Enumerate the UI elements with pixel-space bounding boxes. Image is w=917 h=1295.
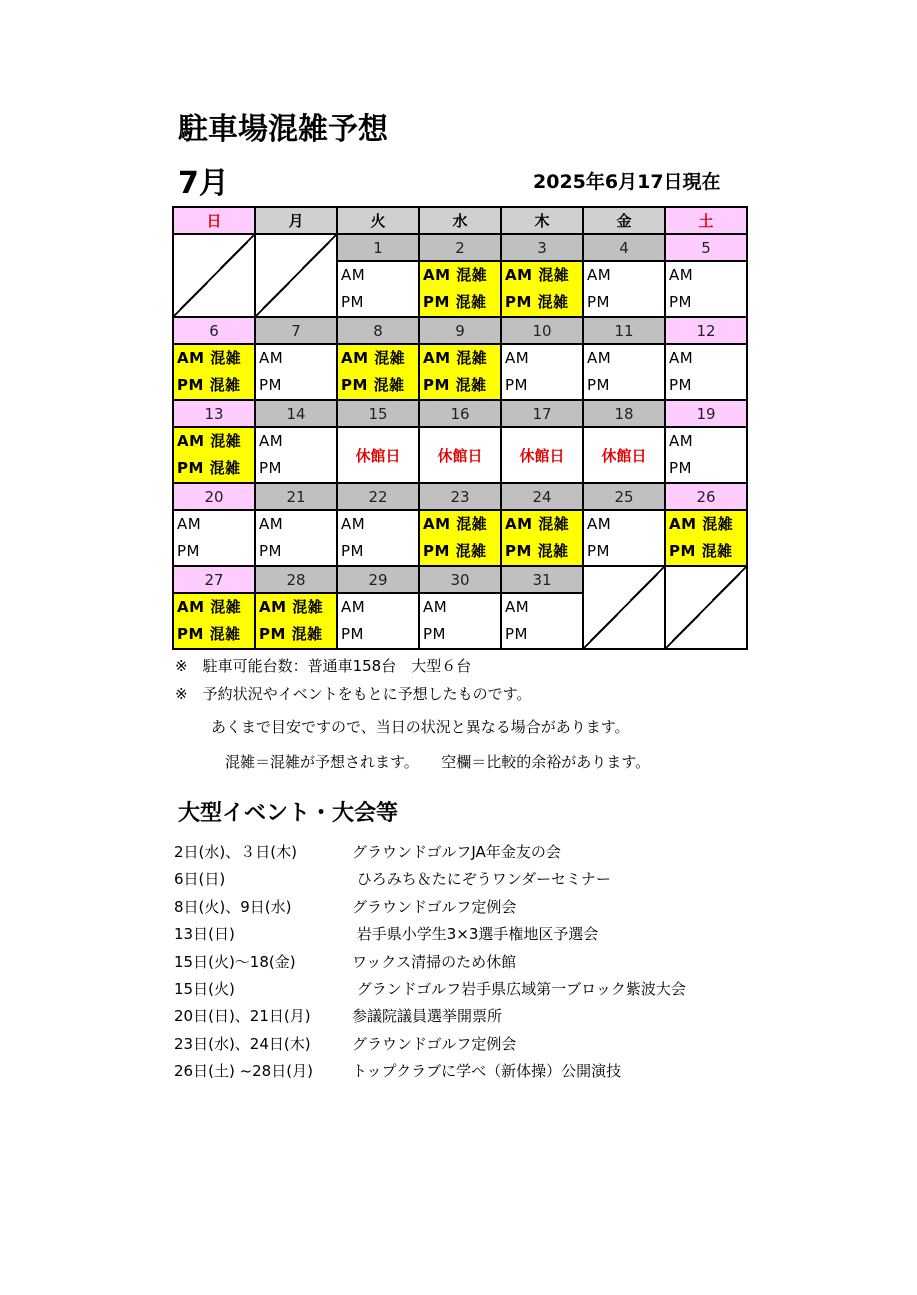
parking-calendar — [172, 206, 748, 650]
event-name: グラウンドゴルフ定例会 — [352, 897, 517, 916]
pm-status: PM — [423, 625, 446, 643]
event-item — [174, 1060, 621, 1081]
day-number: 15 — [337, 400, 419, 427]
pm-status: PM — [259, 459, 282, 477]
day-number: 1 — [337, 234, 419, 261]
event-name: ひろみち＆たにぞうワンダーセミナー — [352, 870, 611, 889]
weekday-wed: 水 — [419, 207, 501, 234]
pm-status: PM — [177, 542, 200, 560]
event-name: 参議院議員選挙開票所 — [352, 1007, 503, 1026]
event-date: 6日(日) — [174, 870, 226, 889]
busy-day-cell — [173, 344, 255, 400]
event-date: 23日(水)、24日(木) — [174, 1034, 311, 1053]
day-number: 9 — [419, 317, 501, 344]
weekday-sun: 日 — [173, 207, 255, 234]
event-name: グランドゴルフ岩手県広域第一ブロック紫波大会 — [352, 980, 686, 998]
date-number-row — [173, 400, 747, 427]
pm-status: PM — [341, 542, 364, 560]
am-status: AM 混雑 — [505, 515, 570, 533]
weekday-header-row — [173, 207, 747, 234]
day-number: 24 — [501, 483, 583, 510]
am-status: AM — [423, 598, 448, 616]
pm-status: PM — [669, 376, 692, 394]
event-item — [174, 978, 686, 999]
pm-status: PM — [341, 625, 364, 643]
am-status: AM 混雑 — [177, 432, 242, 450]
pm-status: PM 混雑 — [177, 459, 241, 477]
weekday-thu: 木 — [501, 207, 583, 234]
weekday-sat: 土 — [665, 207, 747, 234]
am-status: AM — [587, 515, 612, 533]
month-heading: 7月 — [178, 166, 229, 201]
event-name: グラウンドゴルフJA年金友の会 — [352, 843, 561, 861]
event-name: トップクラブに学べ（新体操）公開演技 — [352, 1062, 622, 1081]
pm-status: PM — [587, 542, 610, 560]
event-date: 20日(日)、21日(月) — [174, 1007, 311, 1026]
weekday-tue: 火 — [337, 207, 419, 234]
am-status: AM — [259, 515, 284, 533]
day-number: 13 — [173, 400, 255, 427]
day-status-cell — [255, 427, 337, 483]
status-row — [173, 427, 747, 483]
day-number: 10 — [501, 317, 583, 344]
event-name: ワックス清掃のため休館 — [352, 952, 517, 971]
event-date: 15日(火) — [174, 980, 235, 998]
day-status-cell — [173, 510, 255, 566]
day-number: 27 — [173, 566, 255, 593]
day-number: 26 — [665, 483, 747, 510]
event-item — [174, 1005, 502, 1026]
event-item — [174, 951, 516, 972]
am-status: AM — [341, 266, 366, 284]
event-date: 13日(日) — [174, 925, 235, 944]
event-date: 2日(水)、３日(木) — [174, 843, 297, 861]
day-number: 2 — [419, 234, 501, 261]
note-legend: 混雑＝混雑が予想されます。 空欄＝比較的余裕があります。 — [225, 753, 651, 771]
day-number: 12 — [665, 317, 747, 344]
event-name: 岩手県小学生3×3選手権地区予選会 — [352, 925, 599, 944]
am-status: AM 混雑 — [177, 598, 242, 616]
am-status: AM 混雑 — [669, 515, 734, 533]
day-status-cell — [583, 344, 665, 400]
event-date: 8日(火)、9日(水) — [174, 897, 292, 916]
busy-day-cell — [665, 510, 747, 566]
event-name: グラウンドゴルフ定例会 — [352, 1034, 517, 1053]
status-row — [173, 510, 747, 566]
am-status: AM — [341, 515, 366, 533]
day-number: 25 — [583, 483, 665, 510]
weekday-fri: 金 — [583, 207, 665, 234]
status-row — [173, 344, 747, 400]
am-status: AM 混雑 — [505, 266, 570, 284]
closed-day-label: 休館日 — [583, 427, 665, 483]
day-number: 19 — [665, 400, 747, 427]
day-number: 28 — [255, 566, 337, 593]
day-status-cell — [337, 510, 419, 566]
pm-status: PM 混雑 — [423, 542, 487, 560]
day-status-cell — [665, 344, 747, 400]
pm-status: PM — [505, 376, 528, 394]
pm-status: PM — [259, 376, 282, 394]
am-status: AM — [587, 349, 612, 367]
am-status: AM — [669, 349, 694, 367]
weekday-mon: 月 — [255, 207, 337, 234]
am-status: AM 混雑 — [423, 349, 488, 367]
day-status-cell — [255, 344, 337, 400]
pm-status: PM — [341, 293, 364, 311]
empty-day-cell — [255, 234, 337, 317]
date-number-row — [173, 566, 747, 593]
event-item — [174, 896, 516, 917]
busy-day-cell — [337, 344, 419, 400]
closed-day-label: 休館日 — [337, 427, 419, 483]
day-number: 4 — [583, 234, 665, 261]
am-status: AM — [669, 432, 694, 450]
busy-day-cell — [501, 510, 583, 566]
pm-status: PM 混雑 — [177, 625, 241, 643]
day-number: 8 — [337, 317, 419, 344]
note-capacity: ※ 駐車可能台数：普通車158台 大型６台 — [175, 657, 472, 675]
pm-status: PM 混雑 — [259, 625, 323, 643]
am-status: AM — [259, 432, 284, 450]
am-status: AM 混雑 — [259, 598, 324, 616]
closed-day-label: 休館日 — [419, 427, 501, 483]
am-status: AM — [505, 349, 530, 367]
day-number: 5 — [665, 234, 747, 261]
pm-status: PM — [669, 459, 692, 477]
am-status: AM — [505, 598, 530, 616]
empty-day-cell — [583, 566, 665, 649]
day-status-cell — [501, 593, 583, 649]
busy-day-cell — [173, 593, 255, 649]
event-date: 15日(火)～18(金) — [174, 952, 296, 971]
date-number-row — [173, 483, 747, 510]
empty-day-cell — [665, 566, 747, 649]
am-status: AM — [341, 598, 366, 616]
pm-status: PM — [587, 293, 610, 311]
busy-day-cell — [255, 593, 337, 649]
busy-day-cell — [419, 510, 501, 566]
day-status-cell — [337, 261, 419, 317]
day-status-cell — [665, 261, 747, 317]
am-status: AM 混雑 — [423, 515, 488, 533]
pm-status: PM 混雑 — [505, 293, 569, 311]
day-status-cell — [419, 593, 501, 649]
event-date: 26日(土) ~28日(月) — [174, 1062, 313, 1081]
note-basis: ※ 予約状況やイベントをもとに予想したものです。 — [175, 685, 532, 703]
day-number: 18 — [583, 400, 665, 427]
day-status-cell — [583, 510, 665, 566]
day-number: 23 — [419, 483, 501, 510]
event-item — [174, 868, 611, 889]
day-number: 11 — [583, 317, 665, 344]
day-status-cell — [337, 593, 419, 649]
busy-day-cell — [173, 427, 255, 483]
busy-day-cell — [501, 261, 583, 317]
event-item — [174, 1033, 516, 1054]
date-number-row — [173, 317, 747, 344]
note-disclaimer: あくまで目安ですので、当日の状況と異なる場合があります。 — [211, 718, 630, 736]
day-number: 30 — [419, 566, 501, 593]
day-number: 21 — [255, 483, 337, 510]
am-status: AM 混雑 — [177, 349, 242, 367]
day-number: 14 — [255, 400, 337, 427]
am-status: AM — [587, 266, 612, 284]
day-number: 6 — [173, 317, 255, 344]
event-item — [174, 841, 561, 862]
pm-status: PM — [669, 293, 692, 311]
pm-status: PM — [587, 376, 610, 394]
page-title: 駐車場混雑予想 — [178, 112, 388, 147]
day-status-cell — [255, 510, 337, 566]
am-status: AM — [177, 515, 202, 533]
pm-status: PM 混雑 — [423, 293, 487, 311]
day-status-cell — [665, 427, 747, 483]
day-number: 20 — [173, 483, 255, 510]
pm-status: PM 混雑 — [423, 376, 487, 394]
am-status: AM 混雑 — [423, 266, 488, 284]
day-number: 7 — [255, 317, 337, 344]
pm-status: PM 混雑 — [505, 542, 569, 560]
day-number: 17 — [501, 400, 583, 427]
day-status-cell — [501, 344, 583, 400]
am-status: AM 混雑 — [341, 349, 406, 367]
busy-day-cell — [419, 344, 501, 400]
day-number: 22 — [337, 483, 419, 510]
pm-status: PM 混雑 — [177, 376, 241, 394]
pm-status: PM — [259, 542, 282, 560]
day-number: 31 — [501, 566, 583, 593]
as-of-date: 2025年6月17日現在 — [533, 171, 721, 193]
day-status-cell — [583, 261, 665, 317]
day-number: 16 — [419, 400, 501, 427]
am-status: AM — [259, 349, 284, 367]
events-heading: 大型イベント・大会等 — [178, 801, 399, 826]
pm-status: PM — [505, 625, 528, 643]
pm-status: PM 混雑 — [341, 376, 405, 394]
empty-day-cell — [173, 234, 255, 317]
day-number: 3 — [501, 234, 583, 261]
closed-day-label: 休館日 — [501, 427, 583, 483]
date-number-row — [173, 234, 747, 261]
event-item — [174, 923, 598, 944]
day-number: 29 — [337, 566, 419, 593]
pm-status: PM 混雑 — [669, 542, 733, 560]
am-status: AM — [669, 266, 694, 284]
busy-day-cell — [419, 261, 501, 317]
